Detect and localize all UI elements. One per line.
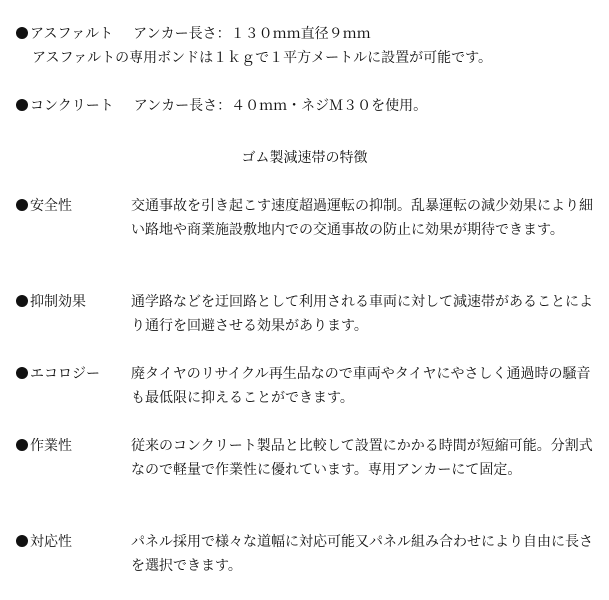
concrete-spec-line — [16, 96, 427, 116]
feature-label-suppression: 抑制効果 — [16, 292, 86, 312]
bullet-icon — [16, 27, 28, 39]
asphalt-spec: アンカー長さ：１３０ｍｍ直径９ｍｍ — [133, 26, 371, 42]
feature-label-adaptability: 対応性 — [16, 532, 72, 552]
asphalt-label: アスファルト — [30, 26, 114, 42]
feature-text-workability: 従来のコンクリート製品と比較して設置にかかる時間が短縮可能。分割式なので軽量で作業性に優れています。専用アンカーにて固定。 — [131, 438, 593, 478]
bullet-icon — [16, 535, 28, 547]
feature-text-safety: 交通事故を引き起こす速度超過運転の抑制。乱暴運転の減少効果により細い路地や商業施設敷地内での交通事故の防止に効果が期待できます。 — [131, 198, 593, 238]
concrete-spec: アンカー長さ：４０ｍｍ・ネジＭ３０を使用。 — [133, 98, 428, 114]
asphalt-spec-line — [16, 24, 371, 44]
concrete-label: コンクリート — [30, 98, 114, 114]
feature-label-ecology: エコロジー — [16, 364, 100, 384]
bullet-icon — [16, 295, 28, 307]
feature-text-adaptability: パネル採用で様々な道幅に対応可能又パネル組み合わせにより自由に長さを選択できます。 — [131, 534, 593, 574]
asphalt-note: アスファルトの専用ボンドは１ｋｇで１平方メートルに設置が可能です。 — [32, 50, 493, 66]
feature-label-workability: 作業性 — [16, 436, 72, 456]
feature-label-safety: 安全性 — [16, 196, 72, 216]
bullet-icon — [16, 99, 28, 111]
section-title: ゴム製減速帯の特徴 — [241, 150, 368, 166]
feature-text-suppression: 通学路などを迂回路として利用される車両に対して減速帯があることにより通行を回避させる効果があります。 — [131, 294, 593, 334]
bullet-icon — [16, 367, 28, 379]
bullet-icon — [16, 199, 28, 211]
bullet-icon — [16, 439, 28, 451]
feature-text-ecology: 廃タイヤのリサイクル再生品なので車両やタイヤにやさしく通過時の騒音も最低限に抑えることができます。 — [131, 366, 591, 406]
